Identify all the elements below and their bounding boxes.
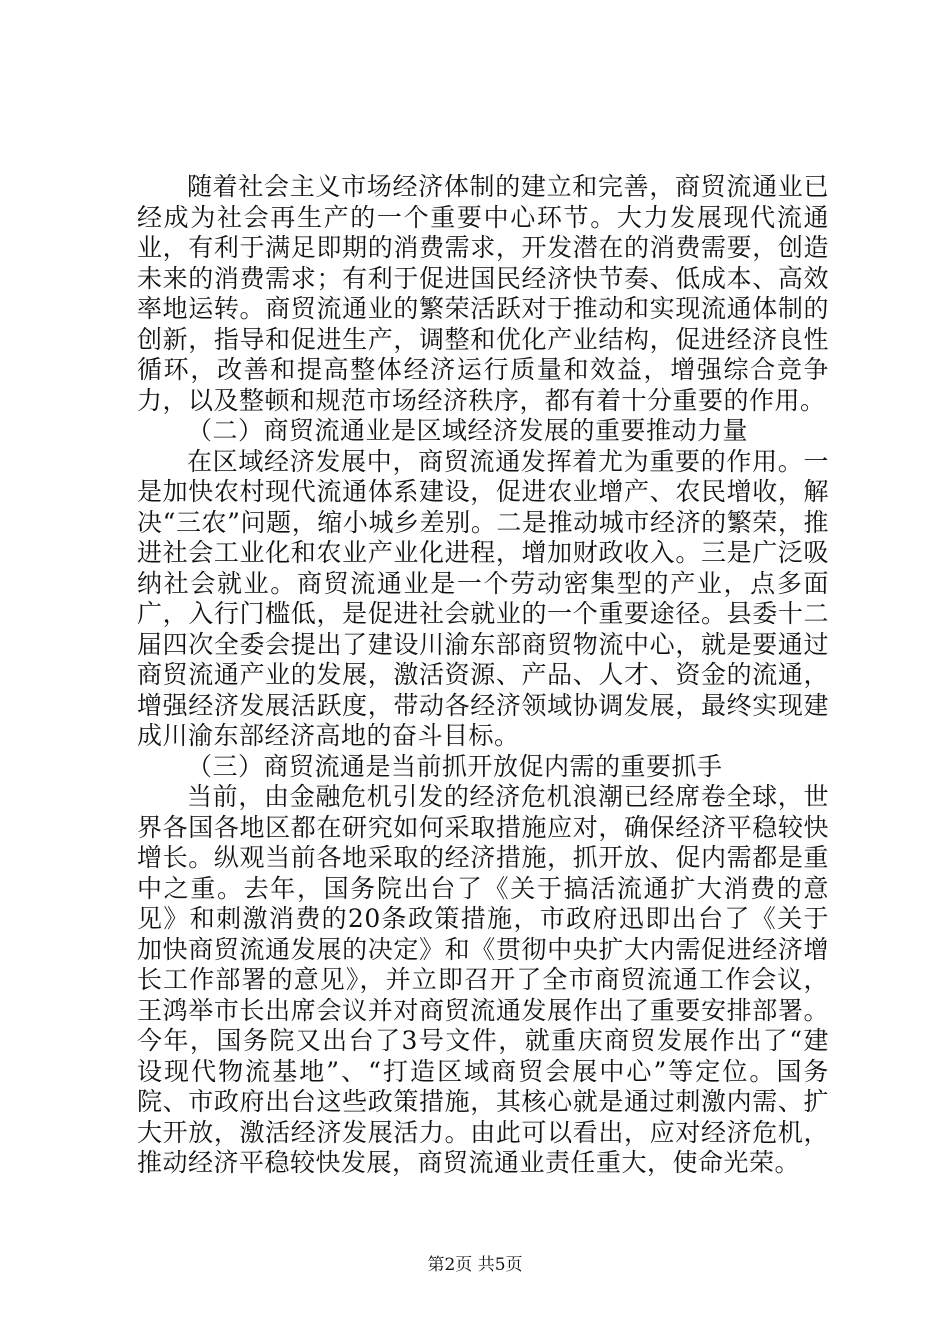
section-heading-3: （三）商贸流通是当前抓开放促内需的重要抓手 — [187, 751, 723, 781]
document-body — [137, 172, 829, 1179]
paragraph-3: 当前，由金融危机引发的经济危机浪潮已经席卷全球，世界各国各地区都在研究如何采取措施应对，确保经济平稳较快增长。纵观当前各地采取的经济措施，抓开放、促内需都是重中之重。去年，国务院出台了《关于搞活流通扩大消费的意见》和刺激消费的20条政策措施，市政府迅即出台了《关于加快商贸流通发展的决定》和《贯彻中央扩大内需促进经济增长工作部署的意见》，并立即召开了全市商贸流通工作会议，王鸿举市长出席会议并对商贸流通发展作出了重要安排部署。今年，国务院又出台了3号文件，就重庆商贸发展作出了“建设现代物流基地”、“打造区域商贸会展中心”等定位。国务院、市政府出台这些政策措施，其核心就是通过刺激内需、扩大开放，激活经济发展活力。由此可以看出，应对经济危机，推动经济平稳较快发展，商贸流通业责任重大，使命光荣。 — [137, 782, 829, 1177]
paragraph-1: 随着社会主义市场经济体制的建立和完善，商贸流通业已经成为社会再生产的一个重要中心环节。大力发展现代流通业，有利于满足即期的消费需求，开发潜在的消费需要，创造未来的消费需求；有利于促进国民经济快节奏、低成本、高效率地运转。商贸流通业的繁荣活跃对于推动和实现流通体制的创新，指导和促进生产，调整和优化产业结构，促进经济良性循环，改善和提高整体经济运行质量和效益，增强综合竞争力，以及整顿和规范市场经济秩序，都有着十分重要的作用。 — [137, 172, 829, 415]
page-footer: 第2页 共5页 — [427, 1255, 523, 1275]
paragraph-2: 在区域经济发展中，商贸流通发挥着尤为重要的作用。一是加快农村现代流通体系建设，促进农业增产、农民增收，解决“三农”问题，缩小城乡差别。二是推动城市经济的繁荣，推进社会工业化和农业产业化进程，增加财政收入。三是广泛吸纳社会就业。商贸流通业是一个劳动密集型的产业，点多面广，入行门槛低，是促进社会就业的一个重要途径。县委十二届四次全委会提出了建设川渝东部商贸物流中心，就是要通过商贸流通产业的发展，激活资源、产品、人才、资金的流通，增强经济发展活跃度，带动各经济领域协调发展，最终实现建成川渝东部经济高地的奋斗目标。 — [137, 446, 829, 750]
section-heading-2: （二）商贸流通业是区域经济发展的重要推动力量 — [187, 416, 749, 445]
